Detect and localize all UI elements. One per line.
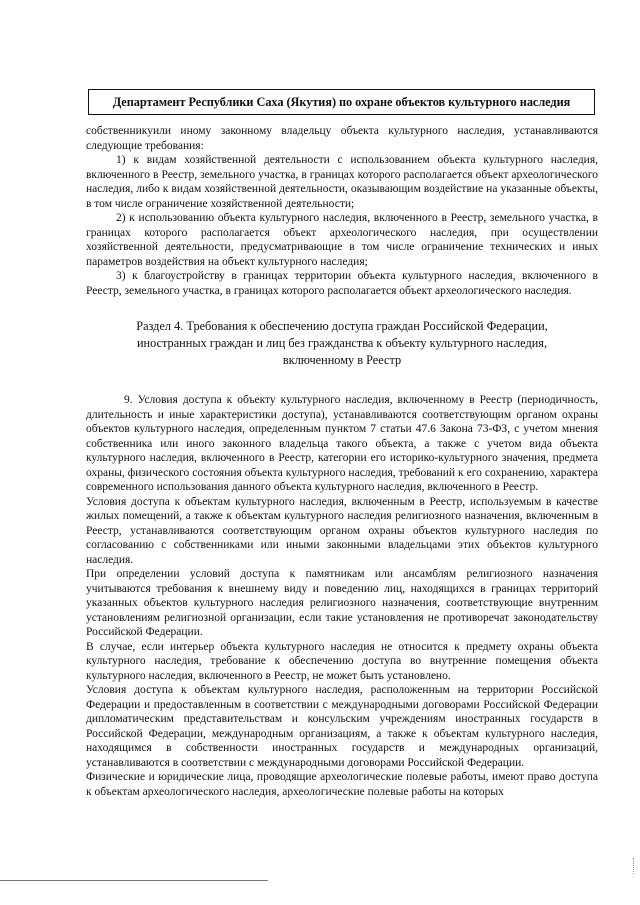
scan-edge-mark bbox=[633, 858, 636, 874]
paragraph-9: 9. Условия доступа к объекту культурного наследия, включенному в Реестр (периодичность, длительность и иные характеристики доступа), устанавливаются соответствующим органом охраны объектов культурного наследия, определенным пунктом 7 статьи 47.6 Закона 73-ФЗ, с учетом мнения собственника или иного законного владельца такого объекта, а также с учетом вида объекта культурного наследия, включенного в Реестр, категории его историко-культурного значения, предмета охраны, физического состояния объекта культурного наследия, требований к его сохранению, характера современного использования данного объекта культурного наследия, включенного в Реестр. bbox=[86, 394, 598, 493]
section-4-title: Раздел 4. Требования к обеспечению доступа граждан Российской Федерации, иностранных граждан и лиц без гражданства к объекту культурного наследия, включенному в Реестр bbox=[136, 319, 548, 367]
requirement-3: 3) к благоустройству в границах территории объекта культурного наследия, включенного в Реестр, земельного участка, в границах которого располагается объект археологического наследия. bbox=[86, 270, 598, 297]
requirement-1: 1) к видам хозяйственной деятельности с использованием объекта культурного наследия, включенного в Реестр, земельного участка, в границах которого располагается объект археологического наследия, либо к видам хозяйственной деятельности, оказывающим воздействие на указанные объекты, в том числе ограничение хозяйственной деятельности; bbox=[86, 154, 598, 210]
document-body bbox=[86, 124, 598, 799]
paragraph-living-premises: Условия доступа к объектам культурного наследия, включенным в Реестр, используемым в качестве жилых помещений, а также к объектам культурного наследия религиозного назначения, включенным в Реестр, устанавливаются соответствующим органом охраны объектов культурного наследия по согласованию с собственниками или иными законными владельцами этих объектов культурного наследия. bbox=[86, 495, 598, 566]
department-header bbox=[88, 89, 595, 115]
department-title: Департамент Республики Саха (Якутия) по охране объектов культурного наследия bbox=[112, 94, 571, 109]
footer-rule bbox=[0, 880, 268, 881]
paragraph-religious: При определении условий доступа к памятникам или ансамблям религиозного назначения учитываются требования к внешнему виду и поведению лиц, находящихся в границах территорий указанных объектов культурного наследия религиозного назначения, соответствующие внутренним установлениям религиозной организации, если такие установления не противоречат законодательству Российской Федерации. bbox=[86, 568, 598, 638]
paragraph-intro: собственникуили иному законному владельцу объекта культурного наследия, устанавливаются следующие требования: bbox=[86, 125, 598, 152]
paragraph-archaeological: Физические и юридические лица, проводящие археологические полевые работы, имеют право доступа к объектам археологического наследия, археологические полевые работы на которых bbox=[86, 771, 598, 798]
paragraph-diplomatic: Условия доступа к объектам культурного наследия, расположенным на территории Российской Федерации и предоставленным в соответствии с международными договорами Российской Федерации дипломатическим представительствам и консульским учреждениям иностранных государств в Российской Федерации, международным организациям, а также к объектам культурного наследия, находящимся в собственности иностранных государств и международных организаций, устанавливаются в соответствии с международными договорами Российской Федерации. bbox=[86, 684, 598, 769]
requirement-2: 2) к использованию объекта культурного наследия, включенного в Реестр, земельного участка, в границах которого располагается объект археологического наследия, при осуществлении хозяйственной деятельности, предусматривающие в том числе ограничение технических и иных параметров воздействия на объект культурного наследия; bbox=[86, 212, 598, 268]
paragraph-interior: В случае, если интерьер объекта культурного наследия не относится к предмету охраны объекта культурного наследия, требование к обеспечению доступа во внутренние помещения объекта культурного наследия, включенного в Реестр, не может быть установлено. bbox=[86, 640, 598, 682]
